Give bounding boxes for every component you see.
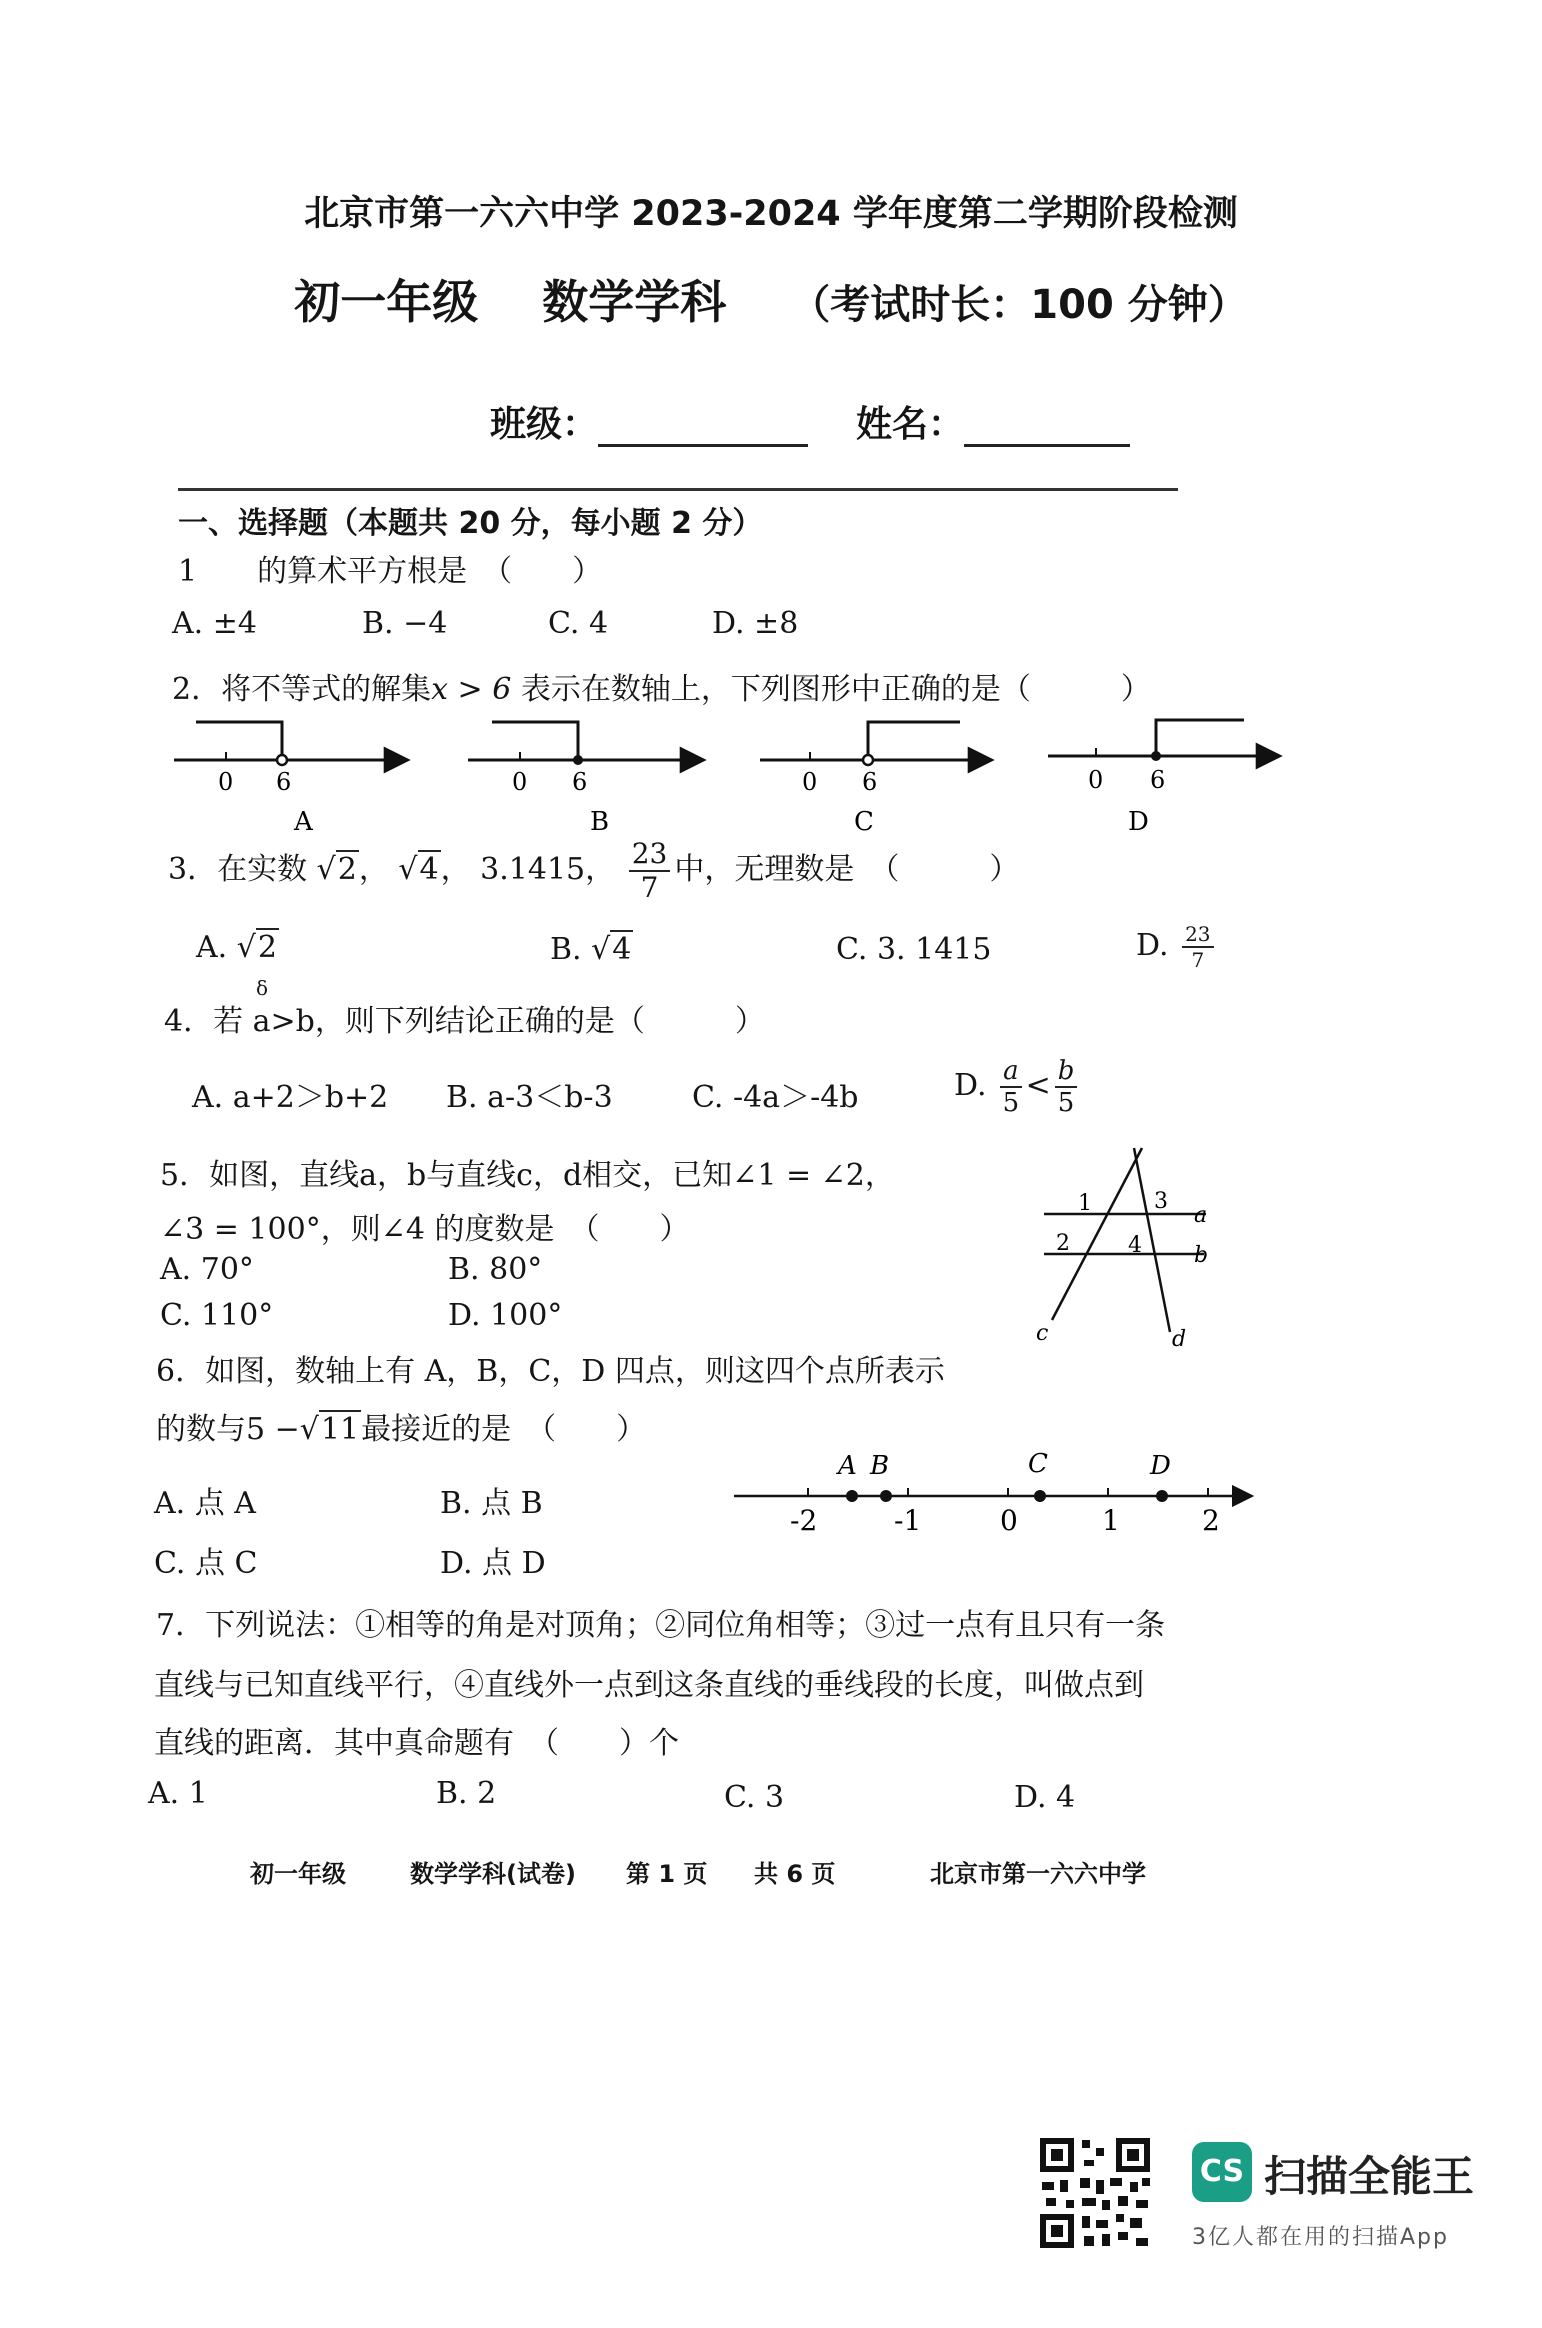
footer-page: 第 1 页 — [626, 1860, 708, 1888]
angle-4-label: 4 — [1128, 1233, 1142, 1258]
point-a — [846, 1490, 858, 1502]
exam-title: 北京市第一六六中学 2023-2024 学年度第二学期阶段检测 — [304, 194, 1238, 234]
question-4: 4．若 a>b，则下列结论正确的是（ ） — [164, 1004, 765, 1039]
q3-stem-pre: 3．在实数 — [168, 852, 308, 887]
q2-label-c: C — [854, 807, 874, 837]
point-a-label: A — [838, 1451, 857, 1481]
angle-3-label: 3 — [1154, 1189, 1168, 1214]
footer-school: 北京市第一六六中学 — [930, 1860, 1146, 1888]
tick-1: 1 — [1102, 1504, 1120, 1537]
q3-sqrt-4: √4 — [398, 852, 439, 887]
q2-b-zero: 0 — [512, 768, 528, 796]
camscanner-tagline: 3亿人都在用的扫描App — [1192, 2225, 1449, 2250]
q5-option-b: B. 80° — [448, 1252, 543, 1287]
name-label: 姓名： — [856, 404, 965, 445]
q7-option-d: D. 4 — [1014, 1780, 1076, 1815]
point-c-label: C — [1028, 1449, 1048, 1479]
class-field — [490, 396, 808, 447]
tick-minus-1: -1 — [894, 1504, 922, 1537]
q2-d-six: 6 — [1150, 766, 1166, 794]
q5-option-a: A. 70° — [160, 1252, 254, 1287]
q2-line-a — [174, 722, 408, 837]
duration-label: （考试时长：100 分钟） — [790, 282, 1248, 328]
q6-option-c: C. 点 C — [154, 1546, 258, 1581]
q5-figure — [1030, 1140, 1230, 1360]
question-1: 1 的算术平方根是 （ ） — [178, 554, 603, 589]
q4-option-d: D. $\frac{a}{5}$ < $\frac{b}{5}$ — [954, 1058, 1081, 1116]
tick-2: 2 — [1202, 1504, 1220, 1537]
point-d — [1156, 1490, 1168, 1502]
q3-option-c: C. 3. 1415 — [836, 932, 992, 967]
header-divider — [178, 488, 1178, 491]
q2-c-six: 6 — [862, 768, 878, 796]
q1-option-b: B. −4 — [362, 606, 448, 641]
q4-option-c: C. -4a＞-4b — [692, 1080, 859, 1115]
q6-option-a: A. 点 A — [154, 1486, 256, 1521]
q3-fraction: $\frac{23}{7}$ — [629, 840, 671, 902]
footer-total: 共 6 页 — [754, 1860, 836, 1888]
q6-number-line — [730, 1440, 1260, 1550]
camscanner-brand: 扫描全能王 — [1264, 2152, 1475, 2201]
q2-line-c — [760, 722, 992, 837]
question-7-line1: 7．下列说法：①相等的角是对顶角；②同位角相等；③过一点有且只有一条 — [156, 1608, 1166, 1643]
line-b-label: b — [1194, 1243, 1209, 1268]
q4-option-a: A. a+2＞b+2 — [192, 1080, 389, 1115]
q2-label-a: A — [294, 807, 313, 837]
q5-option-d: D. 100° — [448, 1298, 563, 1333]
point-c — [1034, 1490, 1046, 1502]
question-5-line2: ∠3 = 100°，则∠4 的度数是 （ ） — [160, 1212, 690, 1247]
q2-c-zero: 0 — [802, 768, 818, 796]
q2-stem-pre: 2．将不等式的解集 — [172, 672, 432, 707]
camscanner-logo: CS — [1192, 2142, 1252, 2202]
name-blank — [964, 404, 1130, 447]
exam-subtitle — [0, 266, 1542, 332]
footer-grade: 初一年级 — [250, 1860, 346, 1888]
line-d-label: d — [1172, 1327, 1187, 1352]
class-label: 班级： — [490, 404, 599, 445]
question-2 — [172, 664, 1151, 708]
name-field — [856, 396, 1130, 447]
q4-stray-mark: δ — [256, 976, 269, 1000]
q6-option-d: D. 点 D — [440, 1546, 546, 1581]
q3-option-a: A. √2 — [196, 930, 277, 965]
q7-option-b: B. 2 — [436, 1776, 497, 1811]
line-a-label: a — [1194, 1203, 1208, 1228]
section-title: 一、选择题（本题共 20 分，每小题 2 分） — [178, 506, 763, 541]
class-blank — [598, 404, 808, 447]
q2-line-d — [1048, 720, 1280, 837]
point-b-label: B — [870, 1451, 890, 1481]
line-c-label: c — [1036, 1321, 1049, 1346]
angle-1-label: 1 — [1078, 1191, 1092, 1216]
angle-2-label: 2 — [1056, 1231, 1070, 1256]
q2-a-six: 6 — [276, 768, 292, 796]
q7-option-a: A. 1 — [148, 1776, 208, 1811]
point-b — [880, 1490, 892, 1502]
q5-option-c: C. 110° — [160, 1298, 274, 1333]
q2-label-b: B — [590, 807, 610, 837]
q2-stem-post: 表示在数轴上，下列图形中正确的是（ ） — [511, 672, 1151, 707]
grade-label: 初一年级 — [294, 275, 479, 329]
tick-0: 0 — [1000, 1504, 1018, 1537]
q2-d-zero: 0 — [1088, 766, 1104, 794]
question-7-line3: 直线的距离．其中真命题有 （ ）个 — [154, 1726, 679, 1761]
q3-sqrt-2: √2 — [316, 852, 357, 887]
q3-option-d: D. $\frac{23}{7}$ — [1136, 924, 1218, 970]
subject-label: 数学学科 — [542, 275, 727, 329]
q3-option-b: B. √4 — [550, 932, 632, 967]
question-6-line1: 6．如图，数轴上有 A，B，C，D 四点，则这四个点所表示 — [156, 1354, 945, 1389]
tick-minus-2: -2 — [790, 1504, 818, 1537]
question-3: 3．在实数 √2， √4， 3.1415， $\frac{23}{7}$ 中，无理数是 （ ） — [168, 837, 1020, 904]
q2-line-b — [468, 722, 704, 837]
q1-option-c: C. 4 — [548, 606, 609, 641]
footer-subject: 数学学科(试卷) — [410, 1860, 576, 1888]
point-d-label: D — [1150, 1451, 1171, 1481]
question-6-line2: 的数与5 −√11最接近的是 （ ） — [156, 1412, 647, 1447]
q2-label-d: D — [1128, 807, 1149, 837]
q3-decimal: 3.1415 — [480, 852, 586, 887]
q2-inequality: x > 6 — [431, 672, 512, 707]
q2-b-six: 6 — [572, 768, 588, 796]
q6-option-b: B. 点 B — [440, 1486, 543, 1521]
q2-a-zero: 0 — [218, 768, 234, 796]
q7-option-c: C. 3 — [724, 1780, 785, 1815]
question-7-line2: 直线与已知直线平行，④直线外一点到这条直线的垂线段的长度，叫做点到 — [154, 1668, 1144, 1703]
q4-option-b: B. a-3＜b-3 — [446, 1080, 613, 1115]
q1-option-d: D. ±8 — [712, 606, 799, 641]
question-5-line1: 5．如图，直线a，b与直线c，d相交，已知∠1 = ∠2， — [160, 1158, 895, 1193]
q1-option-a: A. ±4 — [172, 606, 257, 641]
q2-number-lines — [160, 708, 1300, 848]
qr-code-icon — [1036, 2134, 1154, 2252]
q3-stem-post: 中，无理数是 （ ） — [674, 852, 1020, 887]
